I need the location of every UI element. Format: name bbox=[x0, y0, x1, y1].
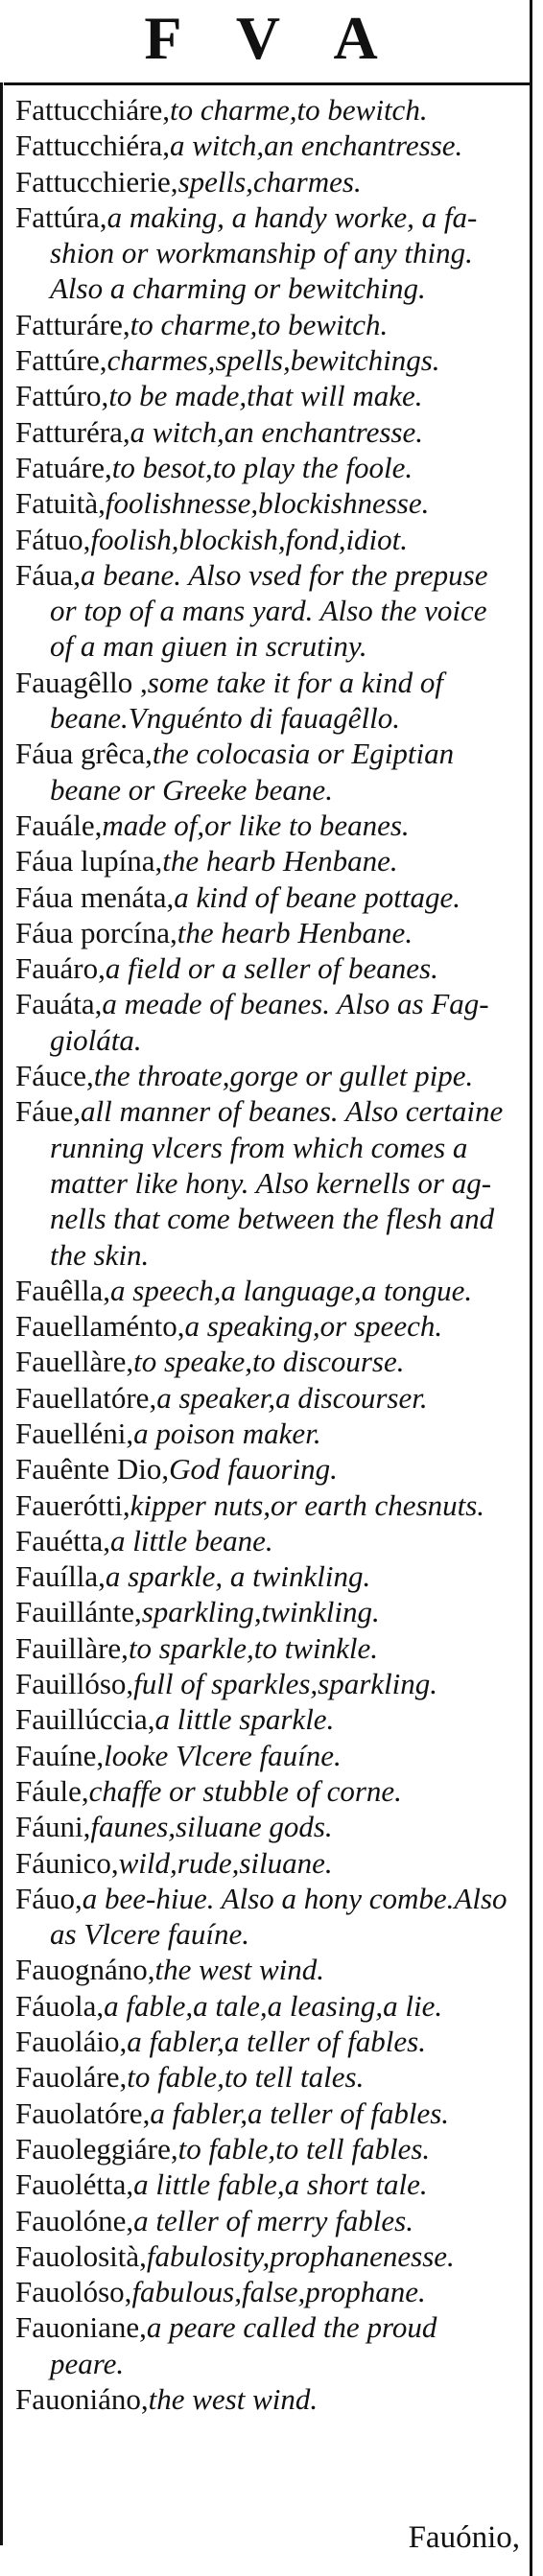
entry-definition: kipper nuts,or earth chesnuts. bbox=[130, 1487, 485, 1522]
entry-headword: Fauolóso, bbox=[15, 2275, 132, 2309]
dictionary-entry bbox=[15, 557, 522, 665]
dictionary-entry bbox=[15, 1273, 522, 1308]
dictionary-entry bbox=[15, 1308, 522, 1344]
entry-headword: Fauílla, bbox=[15, 1559, 106, 1594]
entry-headword: Fauillóso, bbox=[15, 1667, 134, 1701]
entry-headword: Fauerótti, bbox=[15, 1487, 130, 1522]
entry-definition: to fable,to tell fables. bbox=[177, 2131, 431, 2166]
dictionary-entry bbox=[15, 2203, 522, 2238]
entry-definition: a speaking,or speech. bbox=[184, 1309, 443, 1344]
dictionary-entry bbox=[15, 2381, 522, 2417]
entry-definition: a bee-hiue. Also a hony combe.Also bbox=[82, 1881, 508, 1915]
entry-headword: Fauále, bbox=[15, 808, 103, 842]
entry-headword: Fauillánte, bbox=[15, 1595, 142, 1629]
entry-continuation: matter like hony. Also kernells or ag- bbox=[50, 1165, 492, 1200]
dictionary-entry bbox=[15, 950, 522, 986]
entry-headword: Fauolatóre, bbox=[15, 2096, 151, 2130]
entry-headword: Fauognáno, bbox=[15, 1953, 155, 1987]
dictionary-entry bbox=[15, 450, 522, 485]
entry-headword: Fauétta, bbox=[15, 1523, 110, 1557]
dictionary-entry bbox=[15, 1809, 522, 1844]
entry-definition: a fabler,a teller of fables. bbox=[150, 2096, 450, 2130]
entry-headword: Fauolétta, bbox=[15, 2167, 134, 2202]
entry-continuation: shion or workmanship of any thing. bbox=[50, 236, 473, 270]
entry-headword: Fauáta, bbox=[15, 987, 103, 1021]
entry-continuation: the skin. bbox=[50, 1237, 150, 1272]
entry-continuation: beane.Vnguénto di fauagêllo. bbox=[50, 701, 401, 736]
entry-definition: the hearb Henbane. bbox=[177, 915, 413, 949]
dictionary-entry bbox=[15, 736, 522, 808]
entry-continuation: gioláta. bbox=[50, 1022, 142, 1057]
entry-continuation: running vlcers from which comes a bbox=[50, 1130, 468, 1164]
entry-headword: Fauellàre, bbox=[15, 1345, 134, 1379]
entry-definition: the colocasia or Egiptian bbox=[152, 737, 455, 771]
dictionary-entry bbox=[15, 199, 522, 307]
dictionary-entry bbox=[15, 1093, 522, 1272]
entry-definition: full of sparkles,sparkling. bbox=[133, 1667, 438, 1701]
entry-definition: a little beane. bbox=[110, 1523, 273, 1557]
entry-headword: Fauoláre, bbox=[15, 2060, 128, 2095]
entry-headword: Fauênte Dio, bbox=[15, 1452, 170, 1487]
entry-definition: fabulosity,prophanenesse. bbox=[146, 2238, 455, 2273]
entry-continuation: peare. bbox=[50, 2346, 125, 2380]
dictionary-entry bbox=[15, 915, 522, 950]
entry-headword: Fauellatóre, bbox=[15, 1380, 157, 1415]
dictionary-entry bbox=[15, 414, 522, 450]
dictionary-entry bbox=[15, 1773, 522, 1809]
entry-definition: some take it for a kind of bbox=[147, 665, 443, 699]
entry-headword: Fatturéra, bbox=[15, 414, 130, 449]
dictionary-entry bbox=[15, 378, 522, 413]
entry-definition: all manner of beanes. Also certaine bbox=[81, 1094, 504, 1129]
entry-headword: Fáua, bbox=[15, 557, 82, 592]
dictionary-entry bbox=[15, 1451, 522, 1487]
dictionary-entry bbox=[15, 485, 522, 521]
entry-definition: a sparkle, a twinkling. bbox=[105, 1559, 371, 1594]
dictionary-entry bbox=[15, 2238, 522, 2274]
entry-definition: chaffe or stubble of corne. bbox=[88, 1773, 402, 1808]
entry-continuation: beane or Greeke beane. bbox=[50, 772, 333, 807]
entry-definition: to speake,to discourse. bbox=[133, 1345, 405, 1379]
entry-headword: Fauíne, bbox=[15, 1738, 105, 1772]
entry-definition: a beane. Also vsed for the prepuse bbox=[81, 557, 488, 592]
entry-definition: foolishnesse,blockishnesse. bbox=[105, 486, 430, 521]
entry-headword: Fattucchierie, bbox=[15, 164, 178, 199]
entry-headword: Fatuáre, bbox=[15, 450, 112, 484]
dictionary-entry bbox=[15, 2309, 522, 2381]
entry-definition: a teller of merry fables. bbox=[133, 2203, 413, 2237]
dictionary-entry bbox=[15, 2131, 522, 2166]
dictionary-entry bbox=[15, 2024, 522, 2059]
dictionary-entry bbox=[15, 164, 522, 199]
entry-headword: Fáua porcína, bbox=[15, 915, 177, 949]
dictionary-entry bbox=[15, 808, 522, 843]
dictionary-entry bbox=[15, 986, 522, 1058]
dictionary-entry bbox=[15, 2059, 522, 2095]
entry-definition: made of,or like to beanes. bbox=[102, 808, 410, 842]
dictionary-entry bbox=[15, 92, 522, 128]
entry-headword: Fauoleggiáre, bbox=[15, 2131, 178, 2166]
entry-headword: Fátuo, bbox=[15, 522, 91, 556]
dictionary-entry bbox=[15, 2274, 522, 2309]
entry-definition: to sparkle,to twinkle. bbox=[128, 1630, 378, 1665]
entry-headword: Fattúre, bbox=[15, 343, 107, 378]
entry-definition: a poison maker. bbox=[133, 1416, 321, 1450]
entry-headword: Fattucchiáre, bbox=[15, 93, 170, 127]
entry-definition: faunes,siluane gods. bbox=[90, 1810, 333, 1844]
dictionary-entry bbox=[15, 1738, 522, 1773]
dictionary-entry bbox=[15, 1594, 522, 1629]
entry-headword: Fatuità, bbox=[15, 486, 106, 521]
dictionary-entry bbox=[15, 1558, 522, 1594]
entry-definition: to fable,to tell tales. bbox=[127, 2060, 365, 2095]
dictionary-entry bbox=[15, 1523, 522, 1558]
entry-definition: the west wind. bbox=[148, 2382, 319, 2416]
entry-definition: to be made,that will make. bbox=[108, 379, 423, 413]
entry-headword: Fáuni, bbox=[15, 1810, 91, 1844]
dictionary-entry bbox=[15, 1988, 522, 2024]
dictionary-entry bbox=[15, 522, 522, 557]
dictionary-entry bbox=[15, 1630, 522, 1666]
entry-headword: Fáua grêca, bbox=[15, 737, 153, 771]
dictionary-entry bbox=[15, 1701, 522, 1737]
entry-definition: a speech,a language,a tongue. bbox=[110, 1273, 473, 1307]
entry-headword: Fauoniáno, bbox=[15, 2382, 149, 2416]
entry-list bbox=[15, 92, 522, 2417]
entry-definition: a making, a handy worke, a fa- bbox=[106, 199, 478, 234]
page-header: F V A bbox=[144, 4, 399, 72]
entry-headword: Fauagêllo , bbox=[15, 665, 148, 699]
entry-headword: Fauolosità, bbox=[15, 2238, 147, 2273]
dictionary-entry bbox=[15, 2096, 522, 2131]
catchword: Fauónio, bbox=[408, 2520, 520, 2555]
entry-definition: foolish,blockish,fond,idiot. bbox=[90, 522, 409, 556]
entry-headword: Fáuola, bbox=[15, 1988, 105, 2023]
entry-headword: Fáua lupína, bbox=[15, 844, 163, 878]
entry-definition: to charme,to bewitch. bbox=[169, 93, 428, 127]
dictionary-entry bbox=[15, 1487, 522, 1523]
entry-headword: Fáue, bbox=[15, 1094, 82, 1129]
dictionary-entry bbox=[15, 1058, 522, 1093]
dictionary-entry bbox=[15, 1344, 522, 1379]
entry-headword: Fauellaménto, bbox=[15, 1309, 185, 1344]
entry-continuation: of a man giuen in scrutiny. bbox=[50, 629, 367, 664]
entry-definition: a field or a seller of beanes. bbox=[105, 951, 438, 986]
dictionary-entry bbox=[15, 843, 522, 878]
dictionary-entry bbox=[15, 128, 522, 163]
dictionary-entry bbox=[15, 307, 522, 342]
entry-definition: to besot,to play the foole. bbox=[111, 450, 413, 484]
entry-continuation: or top of a mans yard. Also the voice bbox=[50, 594, 487, 628]
entry-definition: a peare called the proud bbox=[146, 2310, 437, 2345]
entry-headword: Fatturáre, bbox=[15, 307, 130, 341]
entry-headword: Fattucchiéra, bbox=[15, 129, 170, 163]
entry-continuation: Also a charming or bewitching. bbox=[50, 271, 426, 306]
entry-headword: Fáunico, bbox=[15, 1845, 119, 1880]
entry-headword: Fauoniane, bbox=[15, 2310, 147, 2345]
dictionary-entry bbox=[15, 1666, 522, 1701]
entry-headword: Fáuo, bbox=[15, 1881, 83, 1915]
entry-definition: a little sparkle. bbox=[154, 1702, 335, 1737]
entry-headword: Fauillàre, bbox=[15, 1630, 129, 1665]
entry-definition: a fabler,a teller of fables. bbox=[127, 2025, 426, 2059]
dictionary-entry bbox=[15, 1380, 522, 1416]
header-rule bbox=[4, 82, 530, 85]
dictionary-entry bbox=[15, 665, 522, 737]
entry-definition: charmes,spells,bewitchings. bbox=[106, 343, 440, 378]
entry-definition: the west wind. bbox=[154, 1953, 325, 1987]
dictionary-entry bbox=[15, 1845, 522, 1881]
entry-definition: God fauoring. bbox=[169, 1452, 338, 1487]
entry-definition: a witch,an enchantresse. bbox=[169, 129, 463, 163]
left-column-rule bbox=[0, 82, 3, 2545]
entry-definition: the hearb Henbane. bbox=[162, 844, 398, 878]
entry-headword: Fauelléni, bbox=[15, 1416, 134, 1450]
entry-definition: a kind of beane pottage. bbox=[174, 879, 461, 914]
entry-definition: a meade of beanes. Also as Fag- bbox=[102, 987, 489, 1021]
entry-headword: Fauolóne, bbox=[15, 2203, 134, 2237]
entry-continuation: nells that come between the flesh and bbox=[50, 1202, 495, 1236]
entry-definition: a fable,a tale,a leasing,a lie. bbox=[104, 1988, 443, 2023]
entry-headword: Fauêlla, bbox=[15, 1273, 110, 1307]
entry-definition: a speaker,a discourser. bbox=[156, 1380, 428, 1415]
entry-definition: wild,rude,siluane. bbox=[118, 1845, 333, 1880]
dictionary-entry bbox=[15, 2166, 522, 2202]
entry-headword: Fáuce, bbox=[15, 1059, 94, 1093]
entry-headword: Fauáro, bbox=[15, 951, 106, 986]
entry-headword: Fáua menáta, bbox=[15, 879, 175, 914]
entry-definition: sparkling,twinkling. bbox=[141, 1595, 380, 1629]
entry-headword: Fáule, bbox=[15, 1773, 89, 1808]
entry-definition: to charme,to bewitch. bbox=[130, 307, 389, 341]
dictionary-entry bbox=[15, 879, 522, 915]
entry-headword: Fauillúccia, bbox=[15, 1702, 155, 1737]
entry-headword: Fauoláio, bbox=[15, 2025, 128, 2059]
entry-definition: a witch,an enchantresse. bbox=[130, 414, 423, 449]
dictionary-entry bbox=[15, 1952, 522, 1987]
dictionary-entry bbox=[15, 1881, 522, 1953]
dictionary-entry bbox=[15, 1416, 522, 1451]
entry-definition: spells,charmes. bbox=[177, 164, 362, 199]
right-column-rule bbox=[530, 0, 532, 2576]
entry-definition: fabulous,false,prophane. bbox=[131, 2275, 426, 2309]
entry-headword: Fattúro, bbox=[15, 379, 109, 413]
entry-definition: a little fable,a short tale. bbox=[133, 2167, 428, 2202]
entry-definition: looke Vlcere fauíne. bbox=[104, 1738, 342, 1772]
entry-headword: Fattúra, bbox=[15, 199, 107, 234]
entry-definition: the throate,gorge or gullet pipe. bbox=[93, 1059, 474, 1093]
dictionary-entry bbox=[15, 342, 522, 378]
entry-continuation: as Vlcere fauíne. bbox=[50, 1917, 250, 1952]
